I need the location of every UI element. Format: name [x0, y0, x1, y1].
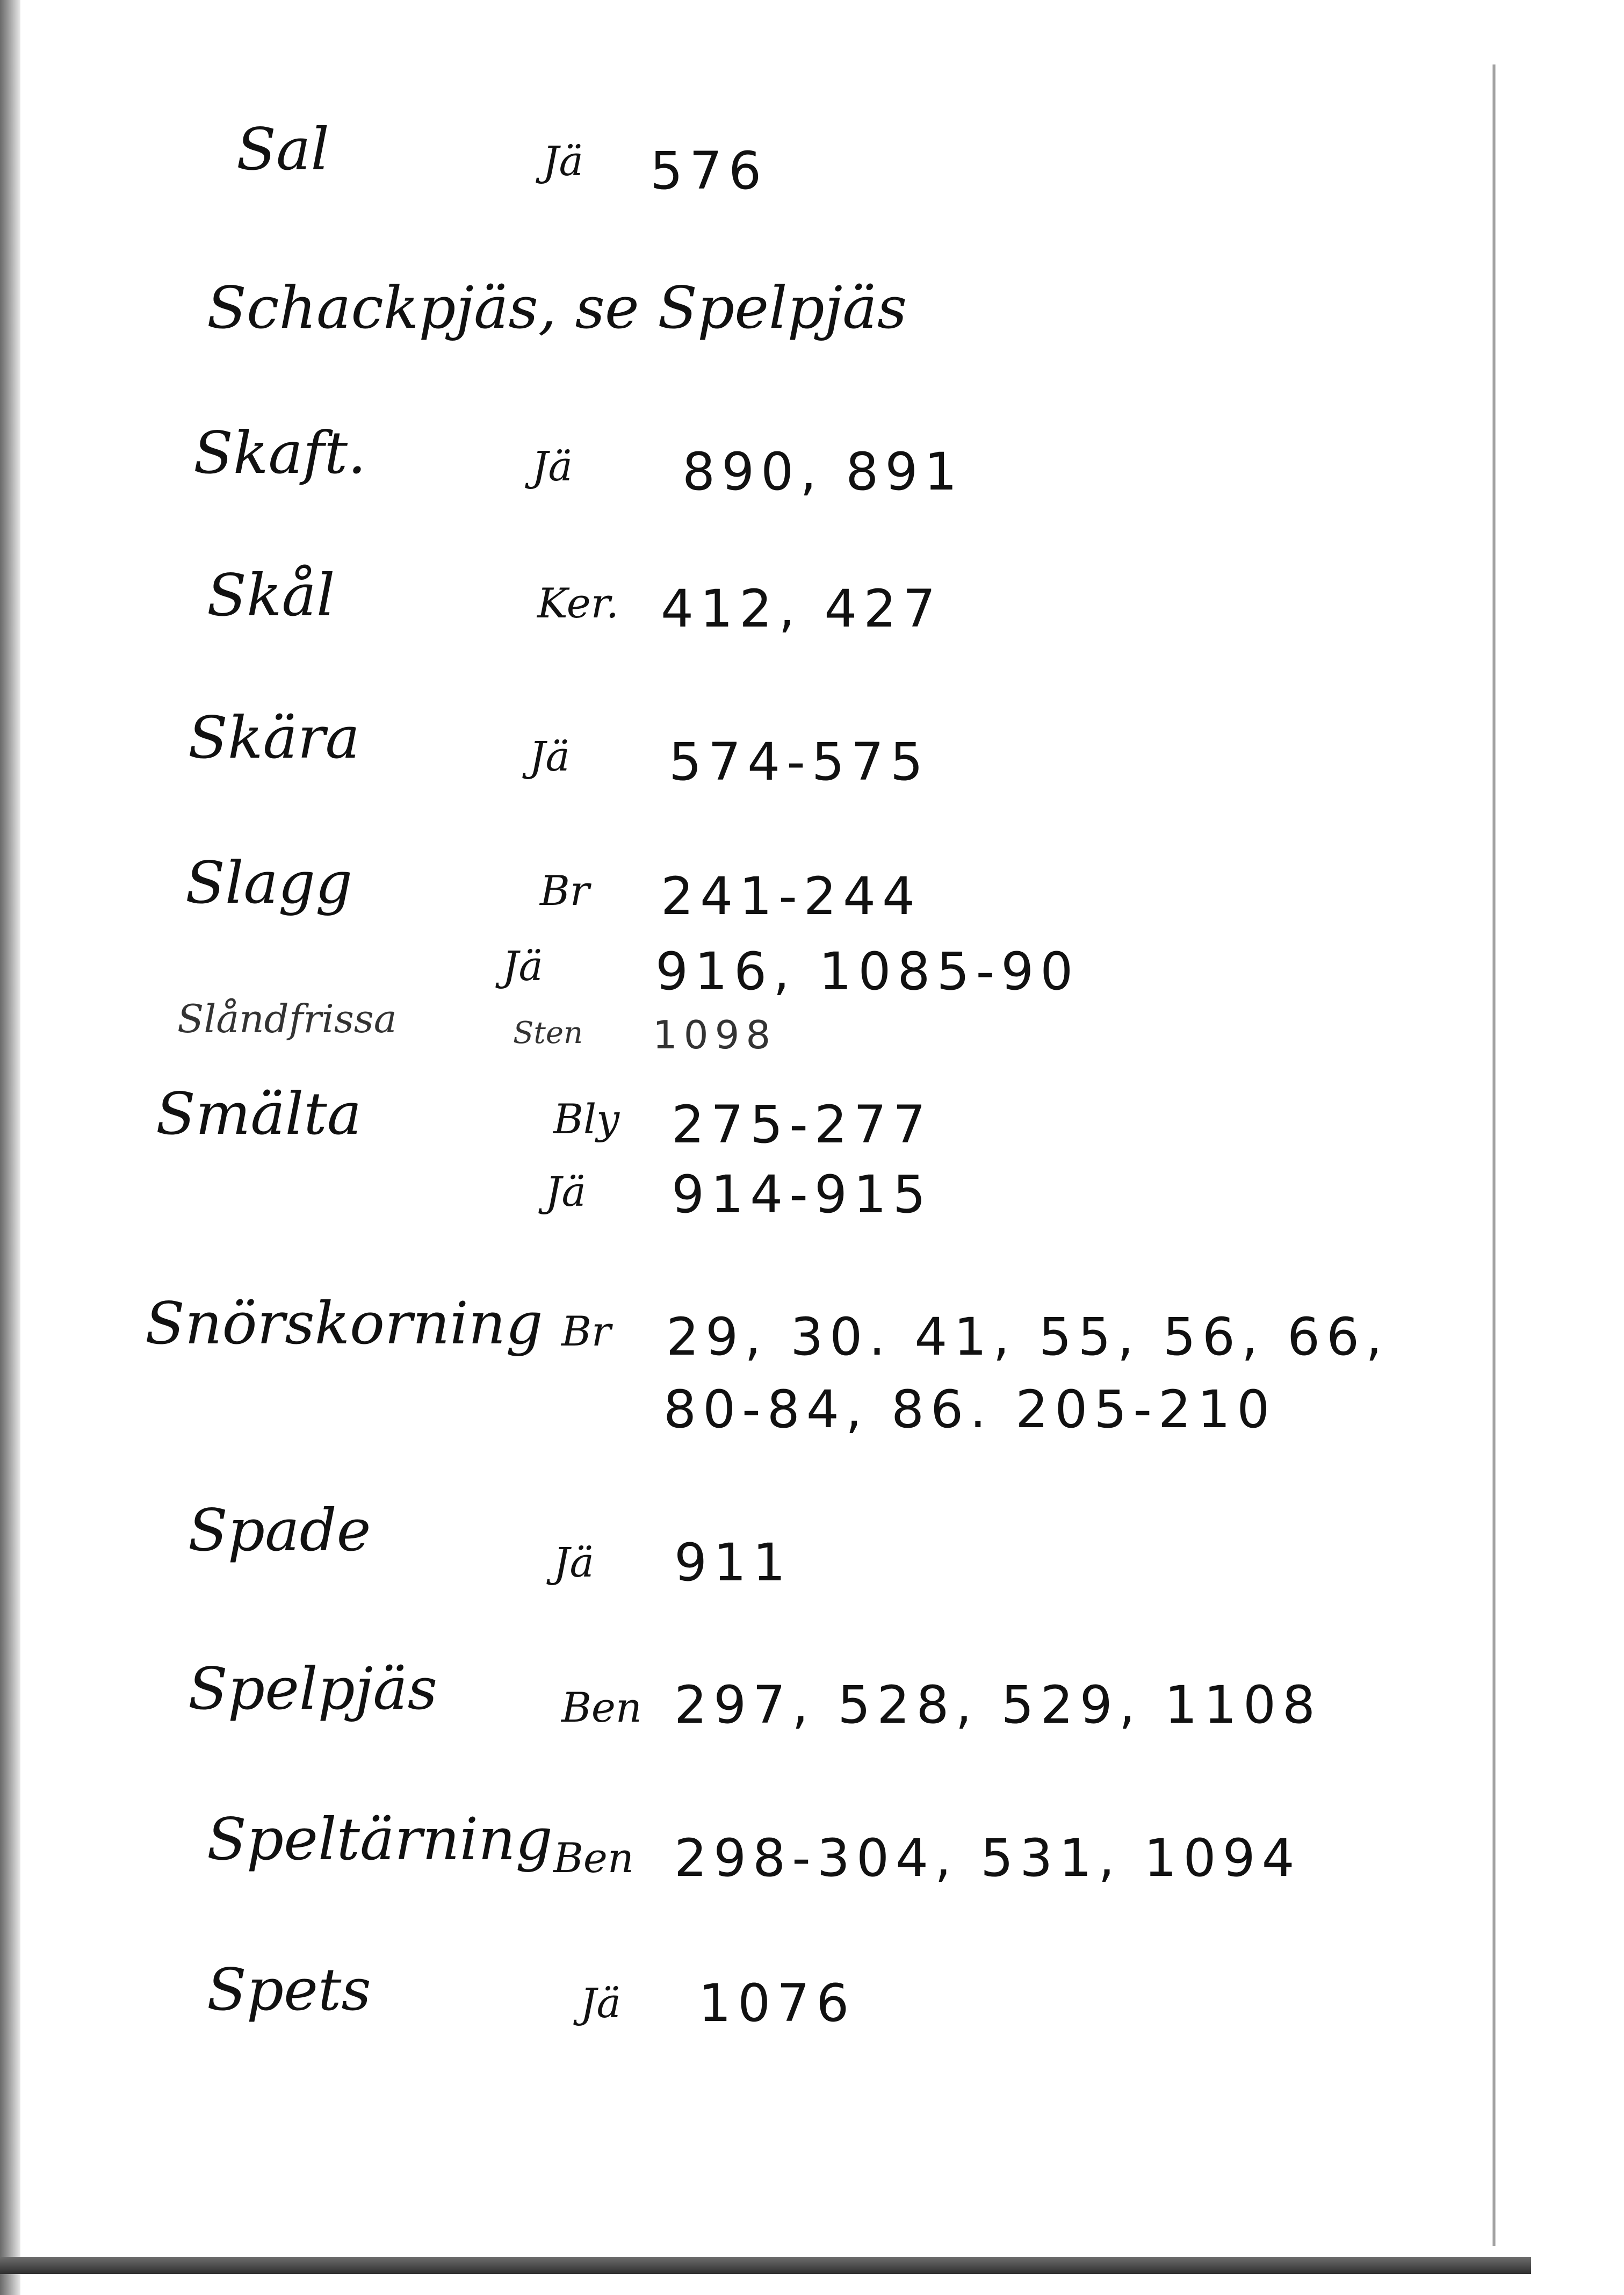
entry-pages: 1076 — [698, 1973, 856, 2033]
entry-pages: 412, 427 — [661, 579, 942, 639]
entry-pages: 574-575 — [669, 732, 930, 792]
entry-pages: 916, 1085-90 — [655, 941, 1080, 1002]
entry-term: Spade — [188, 1497, 371, 1564]
entry-term: Snörskorning — [145, 1290, 543, 1357]
entry-pages: 1098 — [653, 1012, 777, 1057]
entry-term: Slåndfrissa — [177, 996, 397, 1041]
entry-abbr: Jä — [502, 942, 543, 990]
entry-term: Skära — [188, 704, 360, 772]
entry-pages: 911 — [674, 1533, 792, 1593]
entry-pages: 29, 30. 41, 55, 56, 66, — [666, 1307, 1389, 1367]
entry-term: Smälta — [156, 1081, 362, 1148]
entry-abbr: Jä — [532, 442, 573, 490]
entry-abbr: Br — [540, 867, 590, 915]
entry-abbr: Jä — [580, 1979, 621, 2027]
entry-abbr: Br — [561, 1307, 611, 1355]
entry-pages: 890, 891 — [682, 442, 964, 502]
entry-pages: 576 — [650, 141, 768, 201]
entry-pages: 914-915 — [672, 1164, 933, 1225]
entry-pages: 297, 528, 529, 1108 — [674, 1675, 1322, 1735]
entry-pages: 298-304, 531, 1094 — [674, 1828, 1301, 1888]
entry-term: Spelpjäs — [188, 1656, 438, 1723]
page-edge-right — [1492, 64, 1496, 2246]
entry-abbr: Sten — [513, 1016, 583, 1051]
entry-abbr: Ker. — [537, 579, 619, 627]
entry-abbr: Jä — [545, 1168, 586, 1215]
entry-abbr: Jä — [529, 732, 570, 780]
entry-abbr: Jä — [543, 137, 583, 185]
entry-pages: 80-84, 86. 205-210 — [663, 1379, 1276, 1440]
entry-term: Spets — [207, 1956, 371, 2024]
entry-term: Skål — [207, 562, 335, 629]
entry-term: Speltärning — [207, 1806, 553, 1873]
entry-term: Slagg — [185, 850, 353, 917]
entry-abbr: Ben — [553, 1834, 634, 1882]
entry-pages: 241-244 — [661, 866, 922, 926]
entry-abbr: Jä — [553, 1538, 594, 1586]
entry-term: Skaft. — [193, 420, 366, 487]
entry-term: Schackpjäs, se Spelpjäs — [207, 275, 907, 342]
entry-pages: 275-277 — [672, 1095, 933, 1155]
entry-abbr: Bly — [553, 1095, 620, 1143]
entry-term: Sal — [236, 116, 329, 183]
page-edge-bottom — [0, 2257, 1531, 2274]
binding-shadow — [0, 0, 20, 2295]
entry-abbr: Ben — [561, 1684, 642, 1731]
